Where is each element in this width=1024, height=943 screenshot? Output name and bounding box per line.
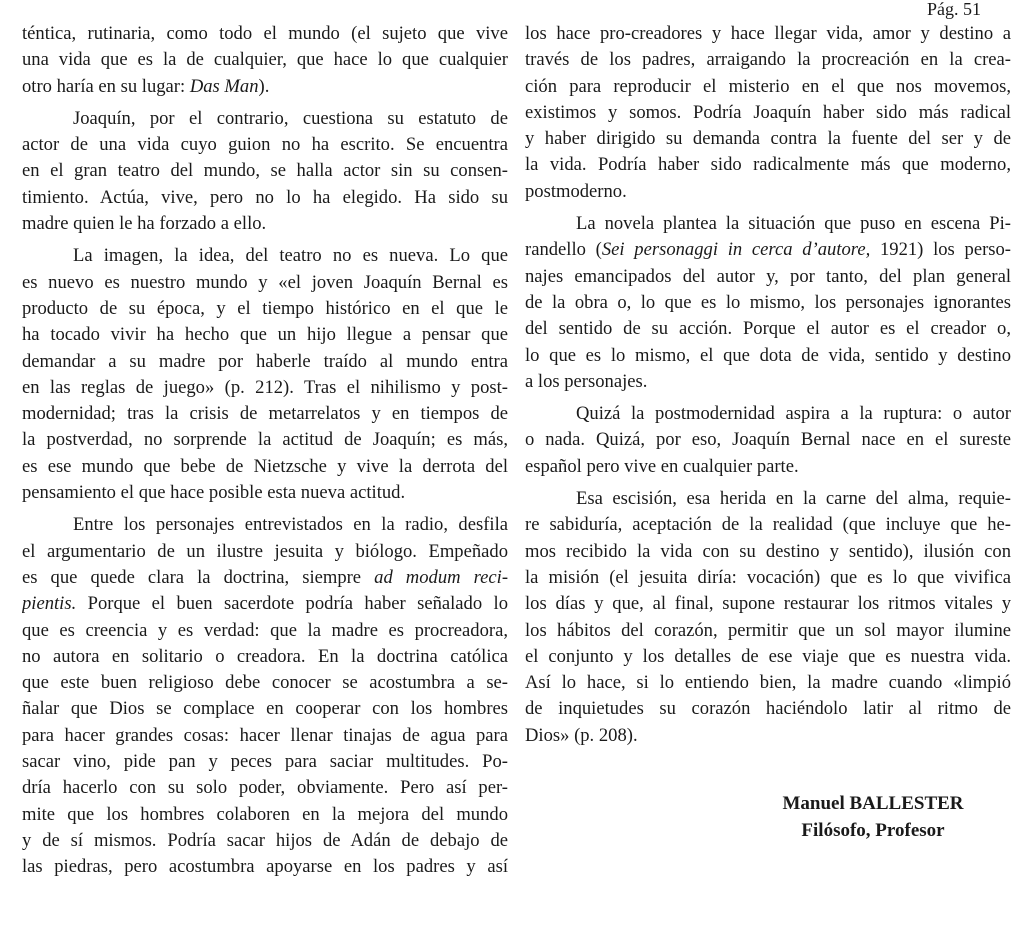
text-line: los hace pro-creadores y hace llegar vida, amor y destino a xyxy=(525,23,1011,44)
text-line: dría hacerlo con su solo poder, obviamente. Pero así per- xyxy=(22,777,508,799)
text-line: una vida que es la de cualquier, que hace lo que cualquier xyxy=(22,49,508,71)
text-line: re sabiduría, aceptación de la realidad (que incluye que he- xyxy=(525,514,1011,536)
italic-text: Das Man xyxy=(189,75,259,97)
paragraph xyxy=(22,243,508,506)
author-signature xyxy=(720,790,1024,844)
paragraph xyxy=(525,486,1011,749)
text-line: través de los padres, arraigando la procreación en la crea- xyxy=(525,49,1011,71)
text-segment: ). xyxy=(258,75,270,97)
text-line: ha tocado vivir ha hecho que un hijo llegue a pensar que xyxy=(22,324,508,346)
paragraph xyxy=(22,512,508,880)
italic-text: ad modum reci- xyxy=(374,566,508,588)
paragraph xyxy=(525,211,1011,395)
text-segment: Porque el buen sacerdote podría haber señalado lo xyxy=(76,593,508,615)
text-line: Joaquín, por el contrario, cuestiona su estatuto de xyxy=(73,107,508,129)
text-line: Así lo hace, si lo entiendo bien, la madre cuando «limpió xyxy=(525,672,1011,694)
text-line: es nuevo es nuestro mundo y «el joven Joaquín Bernal es xyxy=(22,271,508,293)
text-line xyxy=(22,565,508,591)
text-line: La novela plantea la situación que puso en escena Pi- xyxy=(576,213,1011,235)
text-line: Dios» (p. 208). xyxy=(525,724,638,746)
text-line: las piedras, pero acostumbra apoyarse en los padres y así xyxy=(22,856,508,878)
text-line: en las reglas de juego» (p. 212). Tras el nihilismo y post- xyxy=(22,376,508,398)
italic-text: Sei personaggi in cerca d’autore, xyxy=(601,239,871,261)
text-line: téntica, rutinaria, como todo el mundo (el sujeto que vive xyxy=(22,23,508,44)
text-line: es ese mundo que bebe de Nietzsche y vive la derrota del xyxy=(22,455,508,477)
text-line: no autora en solitario o creadora. En la doctrina católica xyxy=(22,645,508,667)
text-line: y de sí mismos. Podría sacar hijos de Adán de debajo de xyxy=(22,829,508,851)
text-line: para hacer grandes cosas: hacer llenar tinajas de agua para xyxy=(22,724,508,746)
text-line: que este buen religioso debe conocer se acostumbra a se- xyxy=(22,672,508,694)
italic-text: pientis. xyxy=(22,593,77,615)
text-line: de inquietudes su corazón haciéndolo latir al ritmo de xyxy=(525,698,1011,720)
text-line: del sentido de su acción. Porque el autor es el creador o, xyxy=(525,318,1011,340)
text-line: lo que es lo mismo, el que dota de vida, sentido y destino xyxy=(525,344,1011,366)
text-line: modernidad; tras la crisis de metarrelatos y en tiempos de xyxy=(22,403,508,425)
text-line: existimos y somos. Podría Joaquín haber sido más radical xyxy=(525,101,1011,123)
text-line xyxy=(22,591,508,617)
text-segment: otro haría en su lugar: xyxy=(22,75,190,97)
text-line: la postverdad, no sorprende la actitud de Joaquín; es más, xyxy=(22,429,508,451)
text-line xyxy=(525,237,1011,263)
text-line: y haber dirigido su demanda contra la fuente del ser y de xyxy=(525,128,1011,150)
text-line: Entre los personajes entrevistados en la radio, desfila xyxy=(73,514,508,536)
author-title: Filósofo, Profesor xyxy=(801,820,945,841)
text-line: sacar vino, pide pan y peces para saciar multitudes. Po- xyxy=(22,751,508,773)
text-line: la vida. Podría haber sido radicalmente más que moderno, xyxy=(525,154,1011,176)
text-line: los días y que, al final, supone restaurar los ritmos vitales y xyxy=(525,593,1011,615)
text-line: Quizá la postmodernidad aspira a la ruptura: o autor xyxy=(576,403,1011,425)
text-line: español pero vive en cualquier parte. xyxy=(525,455,799,477)
text-column-left xyxy=(22,21,508,887)
text-line: mite que los hombres colaboren en la mejora del mundo xyxy=(22,803,508,825)
text-line: timiento. Actúa, vive, pero no lo ha elegido. Ha sido su xyxy=(22,186,508,208)
text-line: madre quien le ha forzado a ello. xyxy=(22,213,267,235)
paragraph xyxy=(525,401,1011,480)
paragraph xyxy=(525,21,1011,205)
text-segment: randello ( xyxy=(525,239,602,261)
text-line: mos recibido la vida con su destino y sentido), ilusión con xyxy=(525,540,1011,562)
paragraph xyxy=(22,21,508,100)
text-line: o nada. Quizá, por eso, Joaquín Bernal nace en el sureste xyxy=(525,429,1011,451)
text-line: en el gran teatro del mundo, se halla actor sin su consen- xyxy=(22,160,508,182)
text-line: el conjunto y los detalles de ese viaje que es nuestra vida. xyxy=(525,645,1011,667)
paragraph xyxy=(22,106,508,237)
text-line: postmoderno. xyxy=(525,180,627,202)
text-line: demandar a su madre por haberle traído al mundo entra xyxy=(22,350,508,372)
text-line: los hábitos del corazón, permitir que un sol mayor ilumine xyxy=(525,619,1011,641)
text-line: La imagen, la idea, del teatro no es nueva. Lo que xyxy=(73,245,508,267)
text-line xyxy=(22,74,508,100)
text-line: producto de su época, y el tiempo histórico en el que le xyxy=(22,297,508,319)
text-line: a los personajes. xyxy=(525,370,648,392)
page-number: Pág. 51 xyxy=(927,0,981,19)
text-segment: 1921) los perso- xyxy=(870,239,1011,261)
author-name: Manuel BALLESTER xyxy=(782,793,964,814)
text-line: de la obra o, lo que es lo mismo, los personajes ignorantes xyxy=(525,291,1011,313)
text-segment: es que quede clara la doctrina, siempre xyxy=(22,566,375,588)
text-line: ñalar que Dios se complace en cooperar con los hombres xyxy=(22,698,508,720)
text-line: najes emancipados del autor y, por tanto, del plan general xyxy=(525,265,1011,287)
text-line: Esa escisión, esa herida en la carne del alma, requie- xyxy=(576,488,1011,510)
text-line: ción para reproducir el misterio en el que nos movemos, xyxy=(525,75,1011,97)
text-line: el argumentario de un ilustre jesuita y biólogo. Empeñado xyxy=(22,540,508,562)
text-line: pensamiento el que hace posible esta nueva actitud. xyxy=(22,482,406,504)
text-column-right xyxy=(525,21,1011,755)
text-line: que es creencia y es verdad: que la madre es procreadora, xyxy=(22,619,508,641)
text-line: la misión (el jesuita diría: vocación) que es lo que vivifica xyxy=(525,566,1011,588)
text-line: actor de una vida cuyo guion no ha escrito. Se encuentra xyxy=(22,134,508,156)
